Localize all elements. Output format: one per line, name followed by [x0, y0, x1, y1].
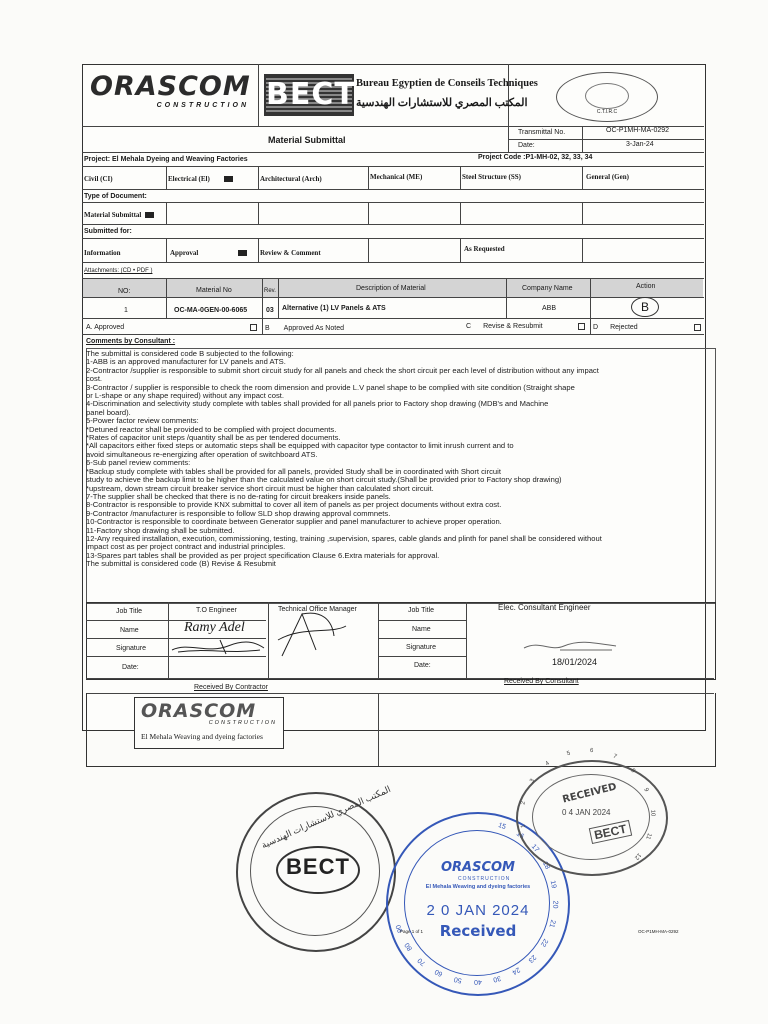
submitted-approval[interactable]: Approval — [170, 249, 247, 257]
consultant-date: 18/01/2024 — [552, 657, 598, 667]
signature-label-left: Signature — [116, 645, 146, 652]
col-header-company: Company Name — [522, 285, 573, 292]
date-label-left: Date: — [122, 664, 139, 671]
project-code: Project Code :P1-MH-02, 32, 33, 34 — [478, 154, 593, 161]
comment-line: *Rates of capacitor unit steps /quantity shall be as per tendered documents. — [86, 433, 341, 443]
comment-line: 9-Contractor /manufacturer is responsible to follow SLD shop drawing approval commnets. — [86, 508, 391, 518]
orascom-received-stamp: ORASCOM CONSTRUCTION El Mehala Weaving and dyeing factories 2 0 JAN 2024 Received 15 16 17 18 19 20 21 22 23 24 30 40 50 60 70 80 90 — [386, 812, 570, 996]
stamp-digit: 22 — [538, 937, 549, 948]
code-d-checkbox[interactable] — [694, 324, 701, 331]
stamp-digit: 50 — [453, 975, 463, 984]
name-label-right: Name — [412, 626, 431, 633]
code-c-checkbox[interactable] — [578, 323, 585, 330]
signature-manager — [272, 606, 372, 662]
stamp-digit: 11 — [644, 831, 653, 840]
comment-line: 6-Sub panel review comments: — [86, 458, 191, 468]
comment-line: 2-Contractor /supplier is responsible to submit short circuit study for all panels and check the short circuit per each level of distribution without any impact — [86, 365, 599, 375]
stamp-digit: 18 — [541, 860, 552, 871]
comment-line: panel board). — [86, 407, 131, 417]
row-material-no: OC-MA-0GEN-00-6065 — [174, 307, 248, 314]
discipline-general[interactable]: General (Gen) — [586, 173, 629, 181]
attachments-label: Attachments: (CD • PDF ) — [84, 268, 153, 274]
comment-line: 8-Contractor is responsible to provide KNX submittal to cover all item of panels as per project documents without extra cost. — [86, 500, 502, 510]
comment-line: The submittal is considered code B subjected to the following: — [86, 349, 294, 358]
comments-list — [86, 350, 716, 600]
page-title: Material Submittal — [268, 135, 346, 145]
discipline-architectural[interactable]: Architectural (Arch) — [260, 175, 322, 183]
orascom-logo: ORASCOM CONSTRUCTION — [90, 71, 251, 109]
doc-type-material-submittal[interactable]: Material Submittal — [84, 211, 154, 219]
stamp-digit: 5 — [566, 750, 572, 757]
comment-line: avoid simultaneous re-energizing after operation of switchboard ATS. — [86, 449, 318, 459]
comment-line: study to achieve the backup limit to be higher than the calculated value on short circuit study.(Shall be provided prior to Factory shop drawing) — [86, 475, 562, 485]
transmittal-number: OC-P1MH-MA-0292 — [606, 127, 670, 134]
comment-line: 4-Discrimination and selectivity study complete with tables shall provided for all panels prior to Factory shop drawing (MDB's and Machine — [86, 399, 549, 409]
col-header-action: Action — [636, 283, 656, 290]
type-of-document-label: Type of Document: — [84, 193, 147, 200]
comments-label: Comments by Consultant : — [86, 338, 176, 345]
stamp-digit: 8 — [629, 767, 637, 775]
stamp-digit: 1 — [520, 823, 527, 829]
signature-label-right: Signature — [406, 644, 436, 651]
comment-line: 7-The supplier shall be checked that there is no de-rating for circuit breakers inside panels. — [86, 491, 391, 501]
checked-mark-icon — [238, 250, 247, 256]
stamp-digit: 20 — [551, 900, 559, 909]
comment-line: 10-Contractor is responsible to coordinate between Generator supplier and panel manufacturer to achieve proper operation. — [86, 517, 502, 527]
discipline-electrical[interactable]: Electrical (El) — [168, 175, 233, 183]
stamp-digit: 15 — [497, 821, 508, 831]
code-c-revise-resubmit[interactable]: C Revise & Resubmit — [466, 323, 543, 330]
submitted-as-requested[interactable]: As Requested — [464, 245, 505, 253]
submitted-information[interactable]: Information — [84, 249, 121, 257]
job-title-tech-office-manager: Technical Office Manager — [278, 606, 357, 613]
name-handwritten: Ramy Adel — [184, 620, 245, 635]
comment-line: 12-Any required installation, execution, commissioning, testing, training ,supervision, spares, cable glands and plinth for panel shall be considered without — [86, 533, 602, 543]
stamp-digit: 6 — [589, 748, 594, 755]
received-by-contractor: Received By Contractor — [194, 684, 268, 691]
stamp-digit: 70 — [416, 956, 428, 967]
transmittal-label: Transmittal No. — [518, 129, 566, 136]
stamp-digit: 19 — [548, 879, 558, 889]
submitted-review-comment[interactable]: Review & Comment — [260, 249, 321, 257]
stamp-digit: 10 — [649, 809, 656, 817]
discipline-steel[interactable]: Steel Structure (SS) — [462, 173, 521, 181]
contractor-stamp: ORASCOM CONSTRUCTION El Mehala Weaving and dyeing factories — [134, 697, 284, 749]
name-label-left: Name — [120, 627, 139, 634]
stamp-digit: 30 — [492, 973, 502, 983]
footer-ref: OC-P1MH-MA-0292 — [638, 929, 679, 934]
comment-line: 1-ABB is an approved manufacturer for LV panels and ATS. — [86, 357, 286, 367]
signature-consultant — [520, 638, 620, 654]
row-description: Alternative (1) LV Panels & ATS — [282, 305, 386, 312]
job-title-label-left: Job Title — [116, 608, 143, 615]
bect-received-stamp: RECEIVED 0 4 JAN 2024 BECT 1 2 3 4 5 6 7 8 9 10 11 12 — [516, 760, 668, 876]
checked-mark-icon — [145, 212, 154, 218]
submitted-for-label: Submitted for: — [84, 228, 132, 235]
comment-line: *All capacitors either fixed steps or automatic steps shall be equipped with capacitor type contactor to limit inrush current and to — [86, 441, 514, 451]
stamp-digit: 7 — [611, 753, 617, 761]
stamp-digit: 60 — [433, 967, 444, 978]
stamp-digit: 16 — [514, 830, 526, 841]
stamp-digit: 90 — [395, 923, 405, 934]
date-label-right: Date: — [414, 662, 431, 669]
comment-line: 11-Factory shop drawing shall be submitted. — [86, 525, 235, 535]
job-title-label-right: Job Title — [408, 607, 435, 614]
page-number: Page 1 of 1 — [400, 929, 424, 934]
stamp-digit: 3 — [528, 778, 536, 785]
comment-line: *upstream, down stream circuit breaker service short circuit must be higher than calculated short circuit. — [86, 483, 434, 493]
comment-line: *Detuned reactor shall be provided to be complied with project documents. — [86, 424, 337, 434]
stamp-digit: 17 — [529, 843, 541, 854]
stamp-digit: 23 — [526, 952, 537, 964]
ctirc-seal: C.T.I.R.C — [556, 72, 658, 122]
comment-line: or L-shape or any shape required) without any impact cost. — [86, 391, 284, 401]
stamp-digit: 21 — [547, 919, 557, 929]
col-header-rev: Rev. — [264, 288, 276, 294]
code-b-approved-as-noted[interactable]: B Approved As Noted — [265, 325, 344, 332]
comment-line: impact cost as per project contract and industrial principles. — [86, 542, 286, 552]
code-a-approved[interactable]: A. Approved — [86, 324, 125, 331]
comment-line: 13-Spares part tables shall be provided as per project specification Clause 6.Extra materials for approval. — [86, 550, 440, 560]
bect-arabic-stamp: BECT المكتب المصري للاستشارات الهندسية — [236, 792, 396, 952]
comment-line: *Backup study complete with tables shall be provided for all panels, provided Study shall be in coordinated with Short circuit — [86, 466, 501, 476]
discipline-civil[interactable]: Civil (CI) — [84, 175, 113, 183]
signature-left — [168, 636, 268, 658]
comment-line: 3-Contractor / supplier is responsible to check the room dimension and provide L.V panel shape to be complied with site condition (Straight shape — [86, 382, 575, 392]
stamp-digit: 2 — [520, 800, 528, 806]
bect-logo: BECT Bureau Egyptien de Conseils Techniques المكتب المصري للاستشارات الهندسية — [262, 70, 502, 120]
col-header-material-no: Material No — [196, 287, 232, 294]
row-rev: 03 — [266, 307, 274, 314]
comment-line: cost. — [86, 374, 103, 384]
stamp-digit: 4 — [544, 760, 552, 768]
action-code-circle: B — [631, 297, 659, 317]
stamp-digit: 9 — [642, 787, 650, 793]
checked-mark-icon — [224, 176, 233, 182]
stamp-digit: 24 — [510, 965, 521, 976]
row-no: 1 — [124, 307, 128, 314]
received-by-consultant: Received By Consultant — [504, 678, 579, 685]
transmittal-date: 3-Jan-24 — [626, 141, 654, 148]
project-name: Project: El Mehala Dyeing and Weaving Factories — [84, 156, 248, 163]
job-title-to-engineer: T.O Engineer — [196, 607, 237, 614]
col-header-no: NO: — [118, 288, 131, 295]
code-d-rejected[interactable]: D Rejected — [593, 324, 638, 331]
comment-line: The submittal is considered code (B) Revise & Resubmit — [86, 559, 276, 569]
code-a-checkbox[interactable] — [250, 324, 257, 331]
discipline-mechanical[interactable]: Mechanical (ME) — [370, 173, 423, 181]
stamp-digit: 40 — [473, 977, 482, 986]
row-company: ABB — [542, 305, 557, 312]
comment-line: 5-Power factor review comments: — [86, 416, 199, 426]
stamp-digit: 12 — [632, 851, 642, 861]
date-label: Date: — [518, 142, 535, 149]
stamp-digit: 80 — [403, 941, 414, 952]
col-header-description: Description of Material — [356, 285, 426, 292]
job-title-elec-consultant: Elec. Consultant Engineer — [498, 603, 591, 612]
